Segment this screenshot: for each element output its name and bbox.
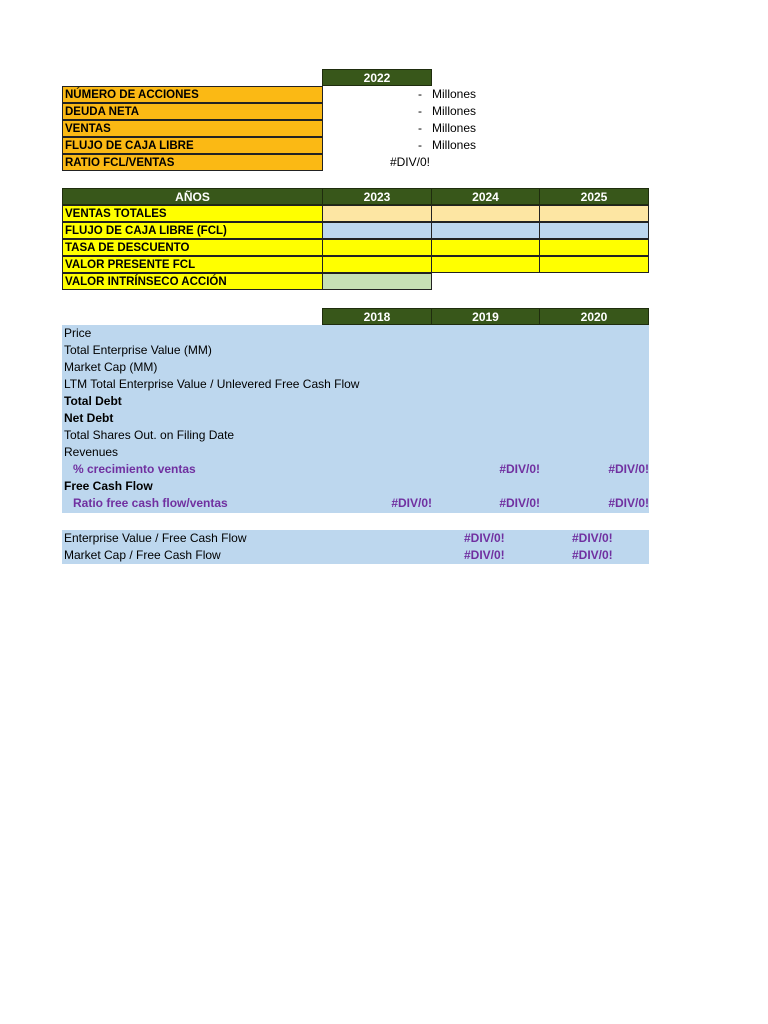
label-total-shares: Total Shares Out. on Filing Date xyxy=(64,428,235,442)
value-ratio-2018: #DIV/0! xyxy=(391,496,432,510)
value-ratio-fcl-ventas: #DIV/0! xyxy=(389,155,430,169)
label-crecimiento-ventas: % crecimiento ventas xyxy=(73,462,196,476)
unit-deuda-neta: Millones xyxy=(432,104,477,118)
cell-valor-presente-2023[interactable] xyxy=(322,256,432,273)
year-2018-header: 2018 xyxy=(322,308,432,325)
value-mcap-fcf-2020: #DIV/0! xyxy=(572,548,613,562)
label-ltm-ev-ufcf: LTM Total Enterprise Value / Unlevered Free Cash Flow xyxy=(64,377,360,391)
value-crecimiento-2019: #DIV/0! xyxy=(499,462,540,476)
label-revenues: Revenues xyxy=(64,445,119,459)
label-ratio-fcf-ventas: Ratio free cash flow/ventas xyxy=(73,496,228,510)
cell-tasa-descuento-2024[interactable] xyxy=(431,239,540,256)
label-flujo-caja-libre: FLUJO DE CAJA LIBRE xyxy=(62,137,323,154)
label-ev-fcf: Enterprise Value / Free Cash Flow xyxy=(64,531,247,545)
year-2023-header: 2023 xyxy=(322,188,432,205)
label-deuda-neta: DEUDA NETA xyxy=(62,103,323,120)
label-numero-acciones: NÚMERO DE ACCIONES xyxy=(62,86,323,103)
label-market-cap: Market Cap (MM) xyxy=(64,360,158,374)
value-deuda-neta: - xyxy=(418,104,422,118)
cell-valor-intrinseco[interactable] xyxy=(322,273,432,290)
value-crecimiento-2020: #DIV/0! xyxy=(608,462,649,476)
label-free-cash-flow: Free Cash Flow xyxy=(64,479,153,493)
cell-tasa-descuento-2025[interactable] xyxy=(539,239,649,256)
year-2022-header: 2022 xyxy=(322,69,432,86)
label-total-ev: Total Enterprise Value (MM) xyxy=(64,343,212,357)
label-price: Price xyxy=(64,326,92,340)
value-ev-fcf-2020: #DIV/0! xyxy=(572,531,613,545)
value-ventas: - xyxy=(418,121,422,135)
cell-fcl-2024[interactable] xyxy=(431,222,540,239)
unit-ventas: Millones xyxy=(432,121,477,135)
cell-fcl-2023[interactable] xyxy=(322,222,432,239)
year-2025-header: 2025 xyxy=(539,188,649,205)
cell-valor-presente-2024[interactable] xyxy=(431,256,540,273)
year-2019-header: 2019 xyxy=(431,308,540,325)
label-valor-intrinseco: VALOR INTRÍNSECO ACCIÓN xyxy=(62,273,323,290)
value-ratio-2019: #DIV/0! xyxy=(499,496,540,510)
value-flujo-caja-libre: - xyxy=(418,138,422,152)
value-mcap-fcf-2019: #DIV/0! xyxy=(464,548,505,562)
label-ventas-totales: VENTAS TOTALES xyxy=(62,205,323,222)
label-ventas: VENTAS xyxy=(62,120,323,137)
cell-tasa-descuento-2023[interactable] xyxy=(322,239,432,256)
value-ratio-2020: #DIV/0! xyxy=(608,496,649,510)
year-2024-header: 2024 xyxy=(431,188,540,205)
unit-flujo-caja-libre: Millones xyxy=(432,138,477,152)
label-mcap-fcf: Market Cap / Free Cash Flow xyxy=(64,548,221,562)
label-valor-presente-fcl: VALOR PRESENTE FCL xyxy=(62,256,323,273)
value-ev-fcf-2019: #DIV/0! xyxy=(464,531,505,545)
label-net-debt: Net Debt xyxy=(64,411,114,425)
anos-header: AÑOS xyxy=(62,188,323,205)
cell-ventas-totales-2023[interactable] xyxy=(322,205,432,222)
label-fcl: FLUJO DE CAJA LIBRE (FCL) xyxy=(62,222,323,239)
cell-ventas-totales-2025[interactable] xyxy=(539,205,649,222)
label-total-debt: Total Debt xyxy=(64,394,122,408)
value-numero-acciones: - xyxy=(418,87,422,101)
cell-fcl-2025[interactable] xyxy=(539,222,649,239)
label-tasa-descuento: TASA DE DESCUENTO xyxy=(62,239,323,256)
year-2020-header: 2020 xyxy=(539,308,649,325)
unit-numero-acciones: Millones xyxy=(432,87,477,101)
label-ratio-fcl-ventas: RATIO FCL/VENTAS xyxy=(62,154,323,171)
cell-valor-presente-2025[interactable] xyxy=(539,256,649,273)
cell-ventas-totales-2024[interactable] xyxy=(431,205,540,222)
